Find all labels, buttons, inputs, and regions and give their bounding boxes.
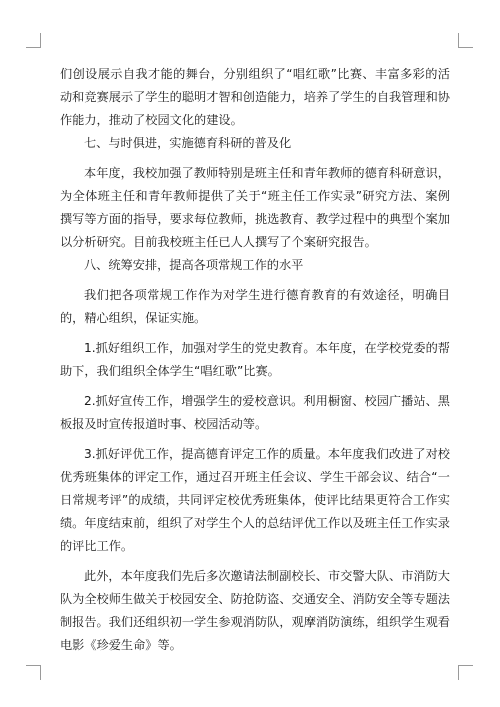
paragraph-continuation: 们创设展示自我才能的舞台，分别组织了“唱红歌”比赛、丰富多彩的活动和竞赛展示了学生的聪明才智和创造能力，培养了学生的自我管理和协作能力，推动了校园文化的建设。 (60, 67, 450, 127)
crop-mark-top-left (26, 33, 41, 48)
document-body (60, 63, 450, 657)
paragraph-item-2: 2.抓好宣传工作，增强学生的爱校意识。利用橱窗、校园广播站、黑板报及时宣传报道时事、校园活动等。 (60, 394, 450, 431)
paragraph-additional: 此外，本年度我们先后多次邀请法制副校长、市交警大队、市消防大队为全校师生做关于校园安全、防抢防盗、交通安全、消防安全等专题法制报告。我们还组织初一学生参观消防队，观摩消防演练，组织学生观看电影《珍爱生命》等。 (60, 569, 450, 652)
paragraph-routine-work: 我们把各项常规工作作为对学生进行德育教育的有效途径，明确目的，精心组织，保证实施。 (60, 288, 450, 325)
paragraph-item-1: 1.抓好组织工作，加强对学生的党史教育。本年度，在学校党委的帮助下，我们组织全体学生“唱红歌”比赛。 (60, 341, 450, 378)
crop-mark-bottom-left (26, 665, 41, 680)
crop-mark-top-right (458, 33, 473, 48)
crop-mark-bottom-right (458, 665, 473, 680)
section-heading-7: 七、与时俱进，实施德育科研的普及化 (84, 136, 292, 150)
section-heading-8: 八、统筹安排，提高各项常规工作的水平 (84, 258, 304, 272)
paragraph-item-3: 3.抓好评优工作，提高德育评定工作的质量。本年度我们改进了对校优秀班集体的评定工作，通过召开班主任会议、学生干部会议、结合“一日常规考评”的成绩，共同评定校优秀班集体，使评比结果更符合工作实绩。年度结束前，组织了对学生个人的总结评优工作以及班主任工作实录的评比工作。 (60, 447, 450, 553)
paragraph-research: 本年度，我校加强了教师特别是班主任和青年教师的德育科研意识，为全体班主任和青年教师提供了关于“班主任工作实录”研究方法、案例撰写等方面的指导，要求每位教师，挑选教育、教学过程中的典型个案加以分析研究。目前我校班主任已人人撰写了个案研究报告。 (60, 166, 450, 249)
